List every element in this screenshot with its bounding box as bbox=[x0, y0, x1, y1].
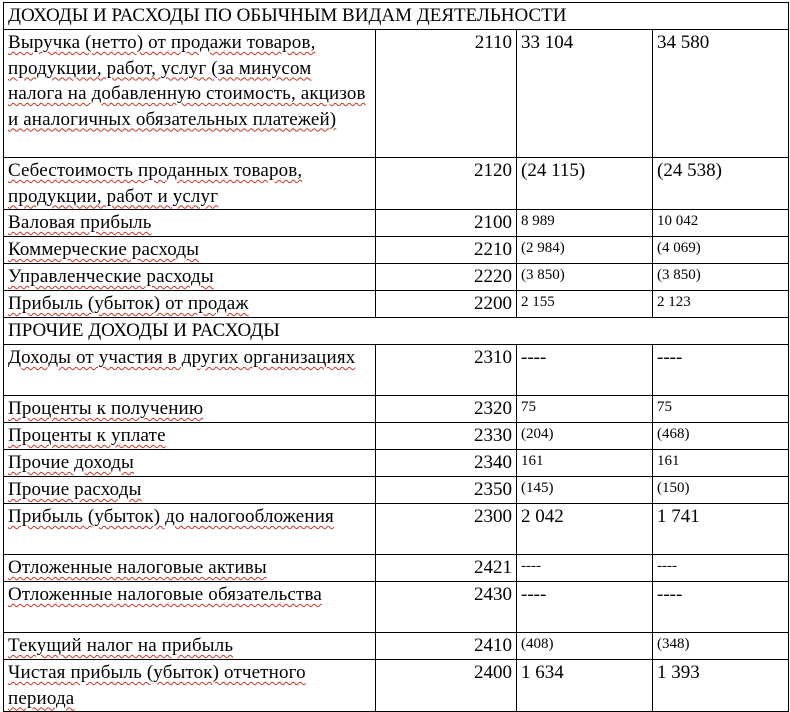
value-previous: 75 bbox=[653, 396, 789, 423]
row-label bbox=[4, 423, 376, 450]
row-code: 2430 bbox=[376, 582, 517, 633]
row-label-text: Проценты к получению bbox=[8, 398, 204, 419]
row-label bbox=[4, 450, 376, 477]
value-previous: ---- bbox=[653, 555, 789, 582]
value-previous: 161 bbox=[653, 450, 789, 477]
value-previous: (24 538) bbox=[653, 158, 789, 210]
income-statement-table bbox=[3, 2, 789, 712]
row-label-text: Управленческие расходы bbox=[8, 266, 214, 287]
row-code: 2220 bbox=[376, 264, 517, 291]
value-current: ---- bbox=[517, 555, 653, 582]
row-label-text: Текущий налог на прибыль bbox=[8, 635, 234, 656]
value-current: ---- bbox=[517, 582, 653, 633]
row-label bbox=[4, 30, 376, 158]
table-row bbox=[4, 237, 789, 264]
value-previous: 34 580 bbox=[653, 30, 789, 158]
table-row bbox=[4, 158, 789, 210]
row-label-text: Прочие доходы bbox=[8, 452, 134, 473]
row-label bbox=[4, 660, 376, 712]
value-current: ---- bbox=[517, 345, 653, 396]
row-label bbox=[4, 582, 376, 633]
section-title-other: ПРОЧИЕ ДОХОДЫ И РАСХОДЫ bbox=[4, 318, 789, 345]
value-current: (24 115) bbox=[517, 158, 653, 210]
value-current: 33 104 bbox=[517, 30, 653, 158]
row-label bbox=[4, 555, 376, 582]
row-label-text: Чистая прибыль (убыток) отчетного периода bbox=[8, 662, 306, 709]
row-label bbox=[4, 158, 376, 210]
row-label-text: Отложенные налоговые обязательства bbox=[8, 584, 322, 605]
value-previous: ---- bbox=[653, 582, 789, 633]
value-current: 2 042 bbox=[517, 504, 653, 555]
row-code: 2421 bbox=[376, 555, 517, 582]
value-current: 1 634 bbox=[517, 660, 653, 712]
table-row bbox=[4, 423, 789, 450]
row-code: 2320 bbox=[376, 396, 517, 423]
row-code: 2120 bbox=[376, 158, 517, 210]
row-code: 2310 bbox=[376, 345, 517, 396]
table-row bbox=[4, 345, 789, 396]
table-row bbox=[4, 450, 789, 477]
row-label bbox=[4, 504, 376, 555]
section-header-row bbox=[4, 318, 789, 345]
row-code: 2100 bbox=[376, 210, 517, 237]
row-code: 2340 bbox=[376, 450, 517, 477]
value-current: (3 850) bbox=[517, 264, 653, 291]
row-code: 2110 bbox=[376, 30, 517, 158]
section-title-ordinary: ДОХОДЫ И РАСХОДЫ ПО ОБЫЧНЫМ ВИДАМ ДЕЯТЕЛЬНОСТИ bbox=[4, 3, 789, 30]
value-current: 2 155 bbox=[517, 291, 653, 318]
table-row bbox=[4, 504, 789, 555]
value-previous: (150) bbox=[653, 477, 789, 504]
value-previous: (3 850) bbox=[653, 264, 789, 291]
value-current: (408) bbox=[517, 633, 653, 660]
value-previous: ---- bbox=[653, 345, 789, 396]
row-label-text: Отложенные налоговые активы bbox=[8, 557, 267, 578]
row-code: 2350 bbox=[376, 477, 517, 504]
row-code: 2200 bbox=[376, 291, 517, 318]
table-row bbox=[4, 555, 789, 582]
row-label-text: Себестоимость проданных товаров, продукции, работ и услуг bbox=[8, 160, 303, 207]
value-previous: (468) bbox=[653, 423, 789, 450]
section-header-row bbox=[4, 3, 789, 30]
row-label-text: Проценты к уплате bbox=[8, 425, 166, 446]
value-current: (204) bbox=[517, 423, 653, 450]
table-row bbox=[4, 477, 789, 504]
row-label-text: Прочие расходы bbox=[8, 479, 142, 500]
table-row bbox=[4, 291, 789, 318]
value-previous: (348) bbox=[653, 633, 789, 660]
table-row bbox=[4, 633, 789, 660]
row-code: 2330 bbox=[376, 423, 517, 450]
row-label-text: Валовая прибыль bbox=[8, 212, 152, 233]
value-current: (2 984) bbox=[517, 237, 653, 264]
row-code: 2210 bbox=[376, 237, 517, 264]
row-label-text: Выручка (нетто) от продажи товаров, продукции, работ, услуг (за минусом налога на добавленную стоимость, акцизов и аналогичных обязательных платежей) bbox=[8, 32, 366, 130]
value-current: 8 989 bbox=[517, 210, 653, 237]
row-label bbox=[4, 633, 376, 660]
value-current: 75 bbox=[517, 396, 653, 423]
value-previous: 2 123 bbox=[653, 291, 789, 318]
value-previous: 1 741 bbox=[653, 504, 789, 555]
row-label bbox=[4, 264, 376, 291]
row-label-text: Прибыль (убыток) от продаж bbox=[8, 293, 249, 314]
table-row bbox=[4, 396, 789, 423]
table-row bbox=[4, 30, 789, 158]
row-code: 2410 bbox=[376, 633, 517, 660]
row-label bbox=[4, 477, 376, 504]
table-row bbox=[4, 660, 789, 712]
row-label bbox=[4, 396, 376, 423]
table-row bbox=[4, 264, 789, 291]
value-previous: 10 042 bbox=[653, 210, 789, 237]
value-current: (145) bbox=[517, 477, 653, 504]
row-label bbox=[4, 291, 376, 318]
row-label bbox=[4, 237, 376, 264]
row-label bbox=[4, 345, 376, 396]
row-label-text: Прибыль (убыток) до налогообложения bbox=[8, 506, 334, 527]
value-current: 161 bbox=[517, 450, 653, 477]
row-code: 2400 bbox=[376, 660, 517, 712]
row-label bbox=[4, 210, 376, 237]
table-row bbox=[4, 210, 789, 237]
table-row bbox=[4, 582, 789, 633]
row-code: 2300 bbox=[376, 504, 517, 555]
row-label-text: Доходы от участия в других организациях bbox=[8, 347, 356, 368]
row-label-text: Коммерческие расходы bbox=[8, 239, 200, 260]
value-previous: (4 069) bbox=[653, 237, 789, 264]
value-previous: 1 393 bbox=[653, 660, 789, 712]
